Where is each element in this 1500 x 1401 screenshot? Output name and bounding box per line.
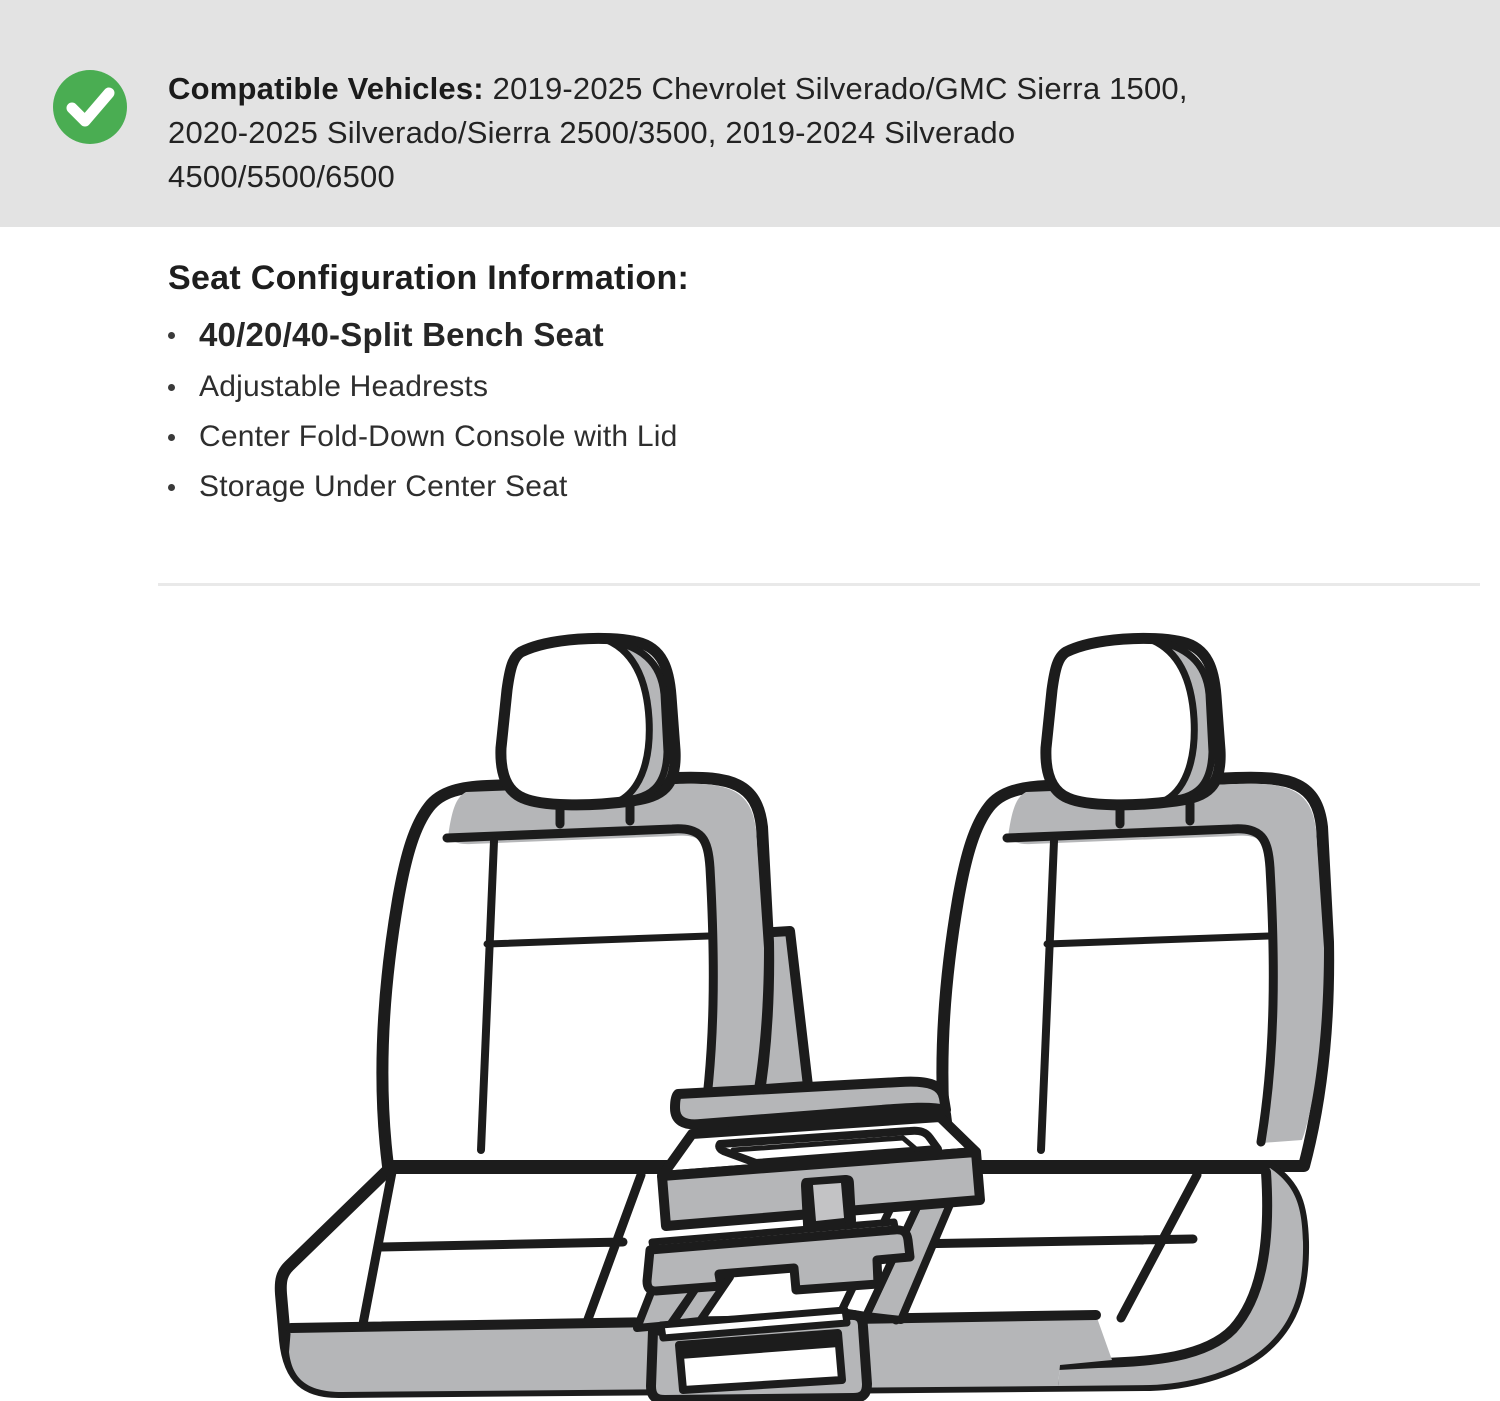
seat-configuration-section bbox=[168, 258, 689, 512]
banner-line-2: 2020-2025 Silverado/Sierra 2500/3500, 2019-2024 Silverado bbox=[168, 115, 1016, 150]
section-heading: Seat Configuration Information: bbox=[168, 259, 690, 297]
bullet-text: Center Fold-Down Console with Lid bbox=[199, 420, 678, 453]
bullet-dot bbox=[168, 384, 175, 391]
bullet-dot bbox=[168, 434, 175, 441]
compatible-vehicles-text bbox=[168, 67, 1188, 199]
bullet-dot bbox=[168, 484, 175, 491]
bullet-item bbox=[168, 308, 689, 362]
bullet-text: Adjustable Headrests bbox=[199, 370, 489, 403]
divider bbox=[158, 583, 1480, 586]
bullet-text: 40/20/40-Split Bench Seat bbox=[199, 316, 604, 353]
compatible-vehicles-banner bbox=[0, 0, 1500, 227]
bullet-item bbox=[168, 462, 689, 512]
bullet-item bbox=[168, 412, 689, 462]
bullet-item bbox=[168, 362, 689, 412]
bullet-dot bbox=[168, 332, 175, 339]
banner-line-3: 4500/5500/6500 bbox=[168, 159, 395, 194]
bullet-text: Storage Under Center Seat bbox=[199, 470, 568, 503]
banner-line-1: Compatible Vehicles: 2019-2025 Chevrolet Silverado/GMC Sierra 1500, bbox=[168, 71, 1188, 106]
check-circle-icon bbox=[52, 69, 128, 145]
banner-label: Compatible Vehicles: bbox=[168, 71, 484, 106]
